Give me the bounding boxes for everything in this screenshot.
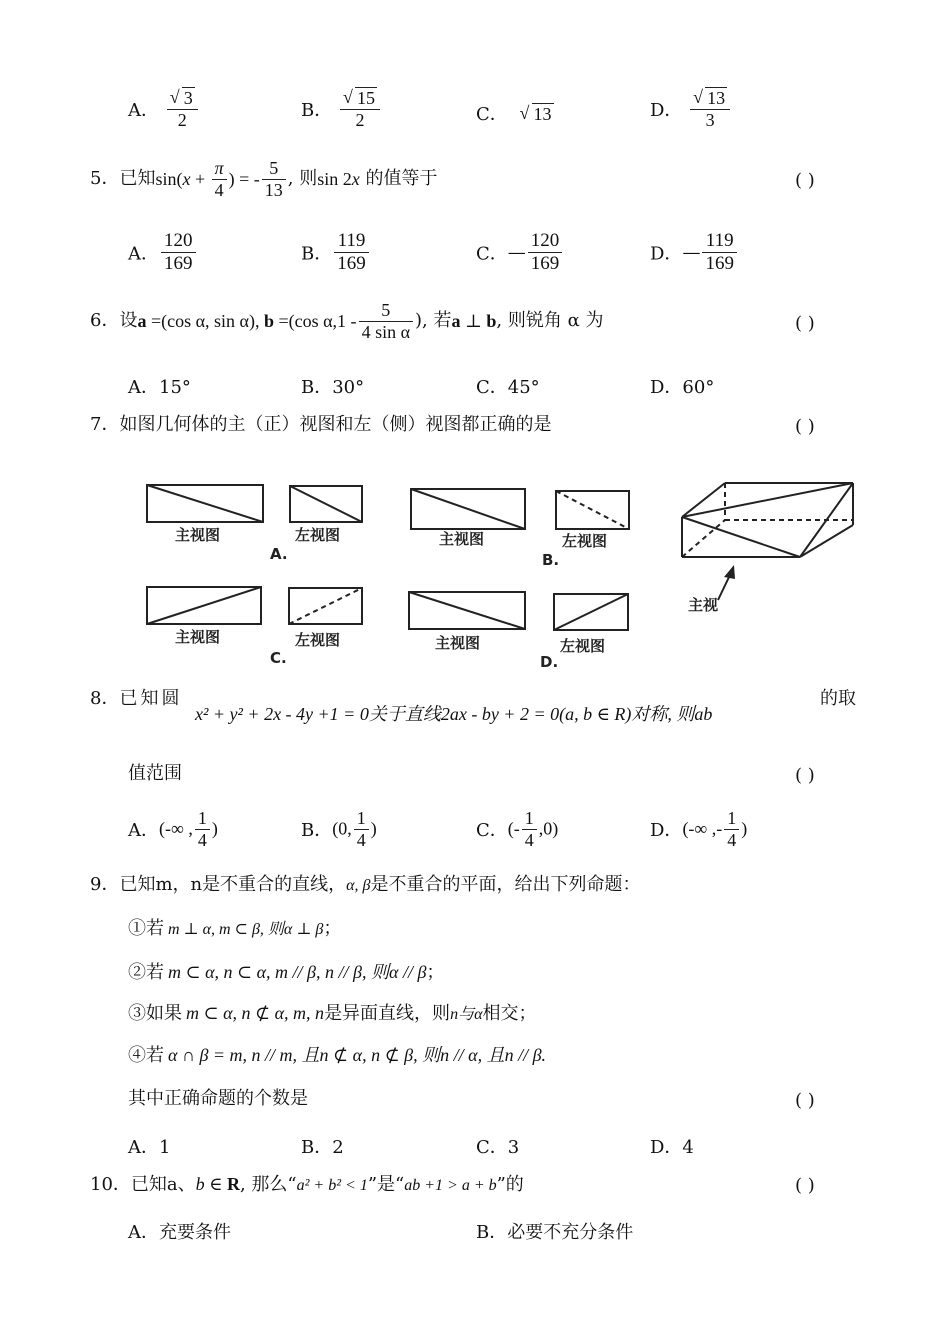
q7-arrow-shaft [718, 575, 730, 600]
q7-a-main-label: 主视图 [175, 526, 221, 544]
q7-d-left-label: 左视图 [560, 637, 606, 655]
q8-tail: 的取 [820, 688, 856, 709]
q7-b-left-label: 左视图 [562, 532, 608, 550]
answer-bracket-q7[interactable]: ( ) [795, 416, 815, 437]
q4-option-b: B． √ $\frac{15}{2}$ [301, 88, 382, 130]
q6-option-c: C．45° [476, 377, 540, 398]
q5-option-b: B． $\frac{119}{169}$ [301, 230, 371, 275]
q5-option-d: D．— $\frac{119}{169}$ [650, 230, 739, 275]
q9-option-b: B．2 [301, 1137, 344, 1158]
answer-bracket-q8[interactable]: ( ) [795, 765, 815, 786]
answer-bracket-q10[interactable]: ( ) [795, 1175, 815, 1196]
q4-option-d: D． √ $\frac{13}{3}$ [650, 88, 732, 130]
q8-equation: x² + y² + 2x - 4y +1 = 0关于直线2ax - by + 2 = 0(a, b ∈ R)对称, 则ab [195, 704, 713, 724]
q8-option-b: B．(0, $\frac{1}{4}$ ) [301, 808, 377, 850]
q7-solid-figure [682, 483, 853, 557]
q8-option-a: A．(-∞ , $\frac{1}{4}$ ) [128, 808, 218, 850]
question-10: 10．已知a、b ∈ R, 那么“a² + b² < 1”是“ab +1 > a + b”的 [90, 1174, 524, 1195]
question-5: 5．已知sin(x + $\frac{\pi}{4}$ ) = - $\frac{5}{13}$ , 则sin 2x 的值等于 [90, 158, 438, 200]
q7-d-main-label: 主视图 [435, 634, 481, 652]
q4-option-c: C． √ 13 [476, 100, 554, 126]
answer-bracket-q5[interactable]: ( ) [795, 170, 815, 191]
q5-option-c: C．— $\frac{120}{169}$ [476, 230, 564, 275]
q7-b-letter: B. [542, 551, 560, 569]
q6-option-d: D．60° [650, 377, 715, 398]
q7-c-letter: C. [270, 649, 287, 667]
q8-option-c: C．(- $\frac{1}{4}$ ,0) [476, 808, 559, 850]
question-9: 9．已知m，n是不重合的直线，α, β是不重合的平面，给出下列命题： [90, 874, 641, 895]
q9-ask: 其中正确命题的个数是 [128, 1088, 308, 1109]
question-6: 6．设a =(cos α, sin α), b =(cos α,1 - $\frac{5}{\text{4 sin α}}$ ), 若a ⊥ b, 则锐角 α 为 [90, 300, 604, 342]
q7-d-letter: D. [540, 653, 559, 671]
q9-proposition-3: ③如果 m ⊂ α, n ⊄ α, m, n是异面直线，则n与α相交； [128, 1003, 537, 1024]
q6-option-b: B．30° [301, 377, 365, 398]
q6-option-a: A．15° [128, 377, 191, 398]
q7-figure [130, 465, 870, 675]
answer-bracket-q9[interactable]: ( ) [795, 1090, 815, 1111]
q9-proposition-1: ①若 m ⊥ α, m ⊂ β, 则α ⊥ β； [128, 918, 342, 939]
q9-option-a: A．1 [128, 1137, 171, 1158]
q7-b-main-label: 主视图 [439, 530, 485, 548]
q10-option-a: A．充要条件 [128, 1222, 231, 1243]
q8-option-d: D．(-∞ ,- $\frac{1}{4}$ ) [650, 808, 748, 850]
question-8: 8．已知圆 [90, 688, 183, 709]
q7-a-letter: A. [270, 545, 288, 563]
q10-option-b: B．必要不充分条件 [476, 1222, 634, 1243]
q5-option-a: A． $\frac{120}{169}$ [128, 230, 198, 275]
q8-line2: 值范围 [128, 763, 182, 784]
q7-arrow-head [724, 565, 735, 579]
question-7: 7．如图几何体的主（正）视图和左（侧）视图都正确的是 [90, 414, 552, 435]
q7-c-main-label: 主视图 [175, 628, 221, 646]
q9-proposition-4: ④若 α ∩ β = m, n // m, 且n ⊄ α, n ⊄ β, 则n // α, 且n // β. [128, 1045, 547, 1066]
q9-proposition-2: ②若 m ⊂ α, n ⊂ α, m // β, n // β, 则α // β； [128, 962, 445, 983]
q7-arrow-label: 主视 [688, 596, 719, 614]
q7-a-left-label: 左视图 [295, 526, 341, 544]
q4-option-a: A． √ $\frac{3}{2}$ [128, 88, 200, 130]
q7-c-left-label: 左视图 [295, 631, 341, 649]
q9-option-d: D．4 [650, 1137, 694, 1158]
q9-option-c: C．3 [476, 1137, 520, 1158]
answer-bracket-q6[interactable]: ( ) [795, 313, 815, 334]
